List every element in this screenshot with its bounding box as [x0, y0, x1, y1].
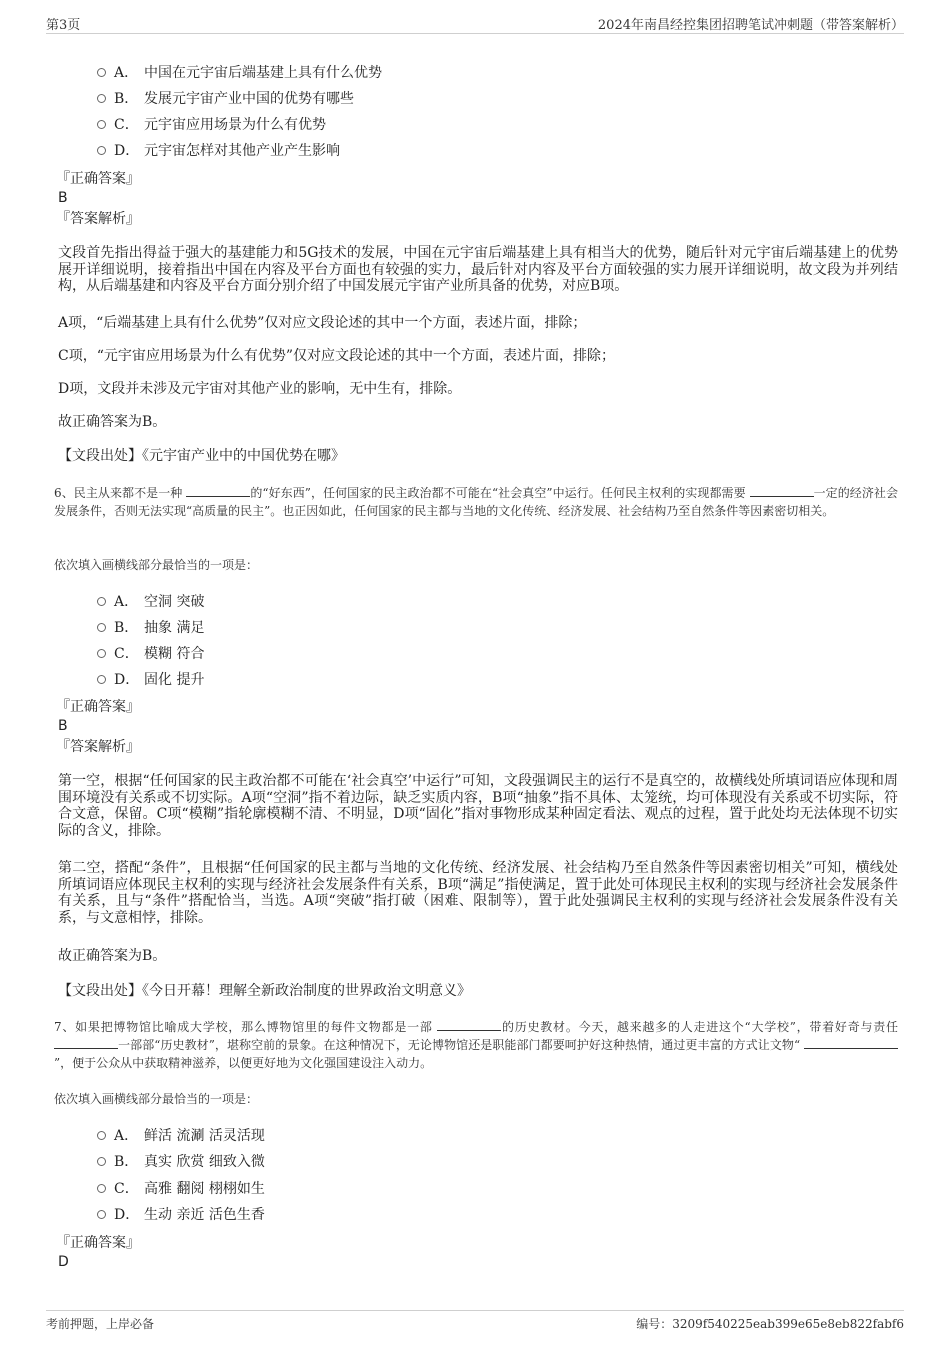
q7-option-a[interactable]: A． 鲜活 流涮 活灵活现	[97, 1127, 265, 1145]
q7-instruction: 依次填入画横线部分最恰当的一项是：	[54, 1092, 259, 1106]
q5-analysis-2: A项，“后端基建上具有什么优势”仅对应文段论述的其中一个方面，表述片面，排除；	[58, 315, 587, 331]
radio-icon[interactable]	[97, 146, 106, 155]
q6-instruction: 依次填入画横线部分最恰当的一项是：	[54, 558, 259, 572]
q6-analysis-2: 第二空，搭配“条件”，且根据“任何国家的民主都与当地的文化传统、经济发展、社会结构乃至自然条件等因素密切相关”可知，横线处所填词语应体现民主权利的实现与经济社会发展条件有关系，B项“满足”指使满足，置于此处可体现民主权利的实现与经济社会发展条件有关系，且与“条件”搭配恰当，当选。A项“突破”指打破（困难、限制等），置于此处强调民主权利的实现与经济社会发展条件没有关系，与文意相悖，排除。	[58, 860, 898, 926]
correct-answer-label: 『正确答案』	[56, 171, 140, 187]
q6-option-a[interactable]: A． 空洞 突破	[97, 593, 204, 611]
radio-icon[interactable]	[97, 1157, 106, 1166]
q7-option-c[interactable]: C． 高雅 翻阅 栩栩如生	[97, 1180, 265, 1198]
radio-icon[interactable]	[97, 597, 106, 606]
radio-icon[interactable]	[97, 68, 106, 77]
q5-answer: B	[58, 190, 68, 206]
radio-icon[interactable]	[97, 675, 106, 684]
q6-option-d[interactable]: D． 固化 提升	[97, 671, 204, 689]
q5-option-d[interactable]: D． 元宇宙怎样对其他产业产生影响	[97, 142, 340, 160]
q6-option-c[interactable]: C． 模糊 符合	[97, 645, 204, 663]
analysis-label: 『答案解析』	[56, 211, 140, 227]
q5-option-b[interactable]: B． 发展元宇宙产业中国的优势有哪些	[97, 90, 354, 108]
q5-option-a[interactable]: A． 中国在元宇宙后端基建上具有什么优势	[97, 64, 382, 82]
q5-analysis-4: D项，文段并未涉及元宇宙对其他产业的影响，无中生有，排除。	[58, 381, 462, 397]
document-code: 编号：3209f540225eab399e65e8eb822fabf6	[636, 1317, 904, 1331]
q6-stem: 6、民主从来都不是一种 的“好东西”，任何国家的民主政治都不可能在“社会真空”中运行。任何民主权利的实现都需要 一定的经济社会发展条件，否则无法实现“高质量的民主”。也正因如此，任何国家的民主都与当地的文化传统、经济发展、社会结构乃至自然条件等因素密切相关。	[54, 486, 898, 518]
blank-line	[750, 485, 814, 497]
correct-answer-label: 『正确答案』	[56, 1235, 140, 1251]
q5-option-c[interactable]: C． 元宇宙应用场景为什么有优势	[97, 116, 326, 134]
page-header	[46, 14, 904, 34]
q7-stem: 7、如果把博物馆比喻成大学校，那么博物馆里的每件文物都是一部 的历史教材。今天，越来越多的人走进这个“大学校”，带着好奇与责任 一部部“历史教材”，堪称空前的景象。在这种情况下，无论博物馆还是职能部门都要呵护好这种热情，通过更丰富的方式让文物“ ”，便于公众从中获取精神滋养，以便更好地为文化强国建设注入动力。	[54, 1020, 898, 1070]
blank-line	[804, 1037, 898, 1049]
radio-icon[interactable]	[97, 1131, 106, 1140]
q6-analysis-3: 故正确答案为B。	[58, 948, 167, 964]
blank-line	[186, 485, 250, 497]
page-number: 第3页	[46, 18, 81, 33]
radio-icon[interactable]	[97, 120, 106, 129]
q5-analysis-3: C项，“元宇宙应用场景为什么有优势”仅对应文段论述的其中一个方面，表述片面，排除；	[58, 348, 616, 364]
radio-icon[interactable]	[97, 1210, 106, 1219]
q6-answer: B	[58, 718, 68, 734]
radio-icon[interactable]	[97, 94, 106, 103]
blank-line	[54, 1037, 118, 1049]
blank-line	[437, 1019, 501, 1031]
q5-analysis-5: 故正确答案为B。	[58, 414, 167, 430]
radio-icon[interactable]	[97, 623, 106, 632]
q7-answer: D	[58, 1254, 69, 1270]
q6-option-b[interactable]: B． 抽象 满足	[97, 619, 204, 637]
q6-source: 【文段出处】《今日开幕！理解全新政治制度的世界政治文明意义》	[58, 983, 471, 999]
q5-source: 【文段出处】《元宇宙产业中的中国优势在哪》	[58, 448, 345, 464]
radio-icon[interactable]	[97, 1184, 106, 1193]
q7-option-d[interactable]: D． 生动 亲近 活色生香	[97, 1206, 265, 1224]
page-footer	[46, 1310, 904, 1334]
correct-answer-label: 『正确答案』	[56, 699, 140, 715]
q5-analysis-1: 文段首先指出得益于强大的基建能力和5G技术的发展，中国在元宇宙后端基建上具有相当大的优势，随后针对元宇宙后端基建上的优势展开详细说明，接着指出中国在内容及平台方面也有较强的实力，最后针对内容及平台方面较强的实力展开详细说明，故文段为并列结构，从后端基建和内容及平台方面分别介绍了中国发展元宇宙产业所具备的优势，对应B项。	[58, 245, 898, 294]
document-title: 2024年南昌经控集团招聘笔试冲刺题（带答案解析）	[597, 18, 904, 33]
footer-slogan: 考前押题，上岸必备	[46, 1317, 155, 1331]
analysis-label: 『答案解析』	[56, 739, 140, 755]
radio-icon[interactable]	[97, 649, 106, 658]
q7-option-b[interactable]: B． 真实 欣赏 细致入微	[97, 1153, 265, 1171]
q6-analysis-1: 第一空，根据“任何国家的民主政治都不可能在‘社会真空’中运行”可知，文段强调民主的运行不是真空的，故横线处所填词语应体现和周围环境没有关系或不切实际。A项“空洞”指不着边际，缺乏实质内容，B项“抽象”指不具体、太笼统，均可体现没有关系或不切实际，符合文意，保留。C项“模糊”指轮廓模糊不清、不明显，D项“固化”指对事物形成某种固定看法、观点的过程，置于此处均无法体现不切实际的含义，排除。	[58, 773, 898, 839]
